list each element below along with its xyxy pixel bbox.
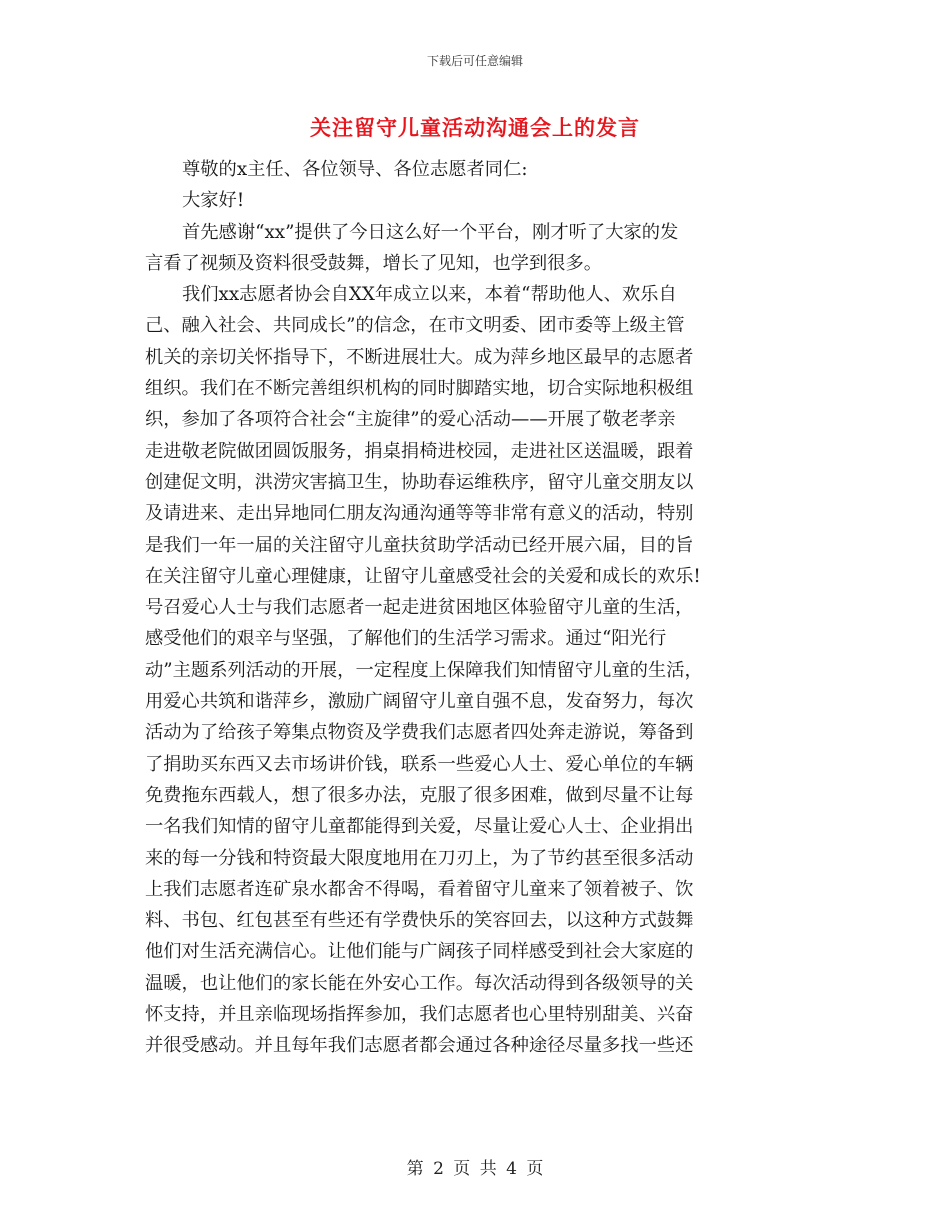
body-line: 机关的亲切关怀指导下，不断进展壮大。成为萍乡地区最早的志愿者 xyxy=(145,346,694,368)
body-line: 上我们志愿者连矿泉水都舍不得喝，看着留守儿童来了领着被子、饮 xyxy=(145,878,694,900)
body-line: 感受他们的艰辛与坚强，了解他们的生活学习需求。通过“阳光行 xyxy=(145,628,667,650)
body-line: 号召爱心人士与我们志愿者一起走进贫困地区体验留守儿童的生活， xyxy=(145,597,694,619)
body-line: 及请进来、走出异地同仁朋友沟通沟通等等非常有意义的活动，特别 xyxy=(145,503,694,525)
body-line: 织，参加了各项符合社会“主旋律”的爱心活动——开展了敬老孝亲 xyxy=(145,409,676,431)
document-title: 关注留守儿童活动沟通会上的发言 xyxy=(310,116,640,140)
body-line: 怀支持，并且亲临现场指挥参加，我们志愿者也心里特别甜美、兴奋 xyxy=(145,1004,694,1026)
body-line: 并很受感动。并且每年我们志愿者都会通过各种途径尽量多找一些还 xyxy=(145,1035,694,1057)
body-line: 动”主题系列活动的开展，一定程度上保障我们知情留守儿童的生活， xyxy=(145,659,703,681)
body-line: 组织。我们在不断完善组织机构的同时脚踏实地，切合实际地积极组 xyxy=(145,378,694,400)
page-header: 下载后可任意编辑 xyxy=(426,54,523,68)
body-line: 是我们一年一届的关注留守儿童扶贫助学活动已经开展六届，目的旨 xyxy=(145,534,694,556)
body-line: 来的每一分钱和特资最大限度地用在刀刃上，为了节约甚至很多活动 xyxy=(145,847,694,869)
body-line: 大家好! xyxy=(182,190,245,212)
body-line: 活动为了给孩子筹集点物资及学费我们志愿者四处奔走游说，筹备到 xyxy=(145,722,694,744)
body-line: 温暖，也让他们的家长能在外安心工作。每次活动得到各级领导的关 xyxy=(145,972,694,994)
body-line: 免费拖东西载人，想了很多办法，克服了很多困难，做到尽量不让每 xyxy=(145,784,694,806)
body-line: 在关注留守儿童心理健康，让留守儿童感受社会的关爱和成长的欢乐! xyxy=(145,565,701,587)
page-footer: 第 2 页 共 4 页 xyxy=(406,1159,544,1179)
body-line: 己、融入社会、共同成长”的信念，在市文明委、团市委等上级主管 xyxy=(145,315,685,337)
body-line: 尊敬的x主任、各位领导、各位志愿者同仁: xyxy=(182,159,528,180)
document-body xyxy=(145,154,807,1062)
body-line: 料、书包、红包甚至有些还有学费快乐的笑容回去，以这种方式鼓舞 xyxy=(145,910,694,932)
body-line: 了捐助买东西又去市场讲价钱，联系一些爱心人士、爱心单位的车辆 xyxy=(145,753,694,775)
body-line: 首先感谢“xx”提供了今日这么好一个平台，刚才听了大家的发 xyxy=(182,221,679,243)
body-line: 我们xx志愿者协会自XX年成立以来，本着“帮助他人、欢乐自 xyxy=(182,284,677,306)
body-line: 他们对生活充满信心。让他们能与广阔孩子同样感受到社会大家庭的 xyxy=(145,941,694,963)
body-line: 创建促文明，洪涝灾害搞卫生，协助春运维秩序，留守儿童交朋友以 xyxy=(145,471,694,493)
body-line: 言看了视频及资料很受鼓舞，增长了见知，也学到很多。 xyxy=(145,252,603,274)
body-line: 走进敬老院做团圆饭服务，捐桌捐椅进校园，走进社区送温暖，跟着 xyxy=(145,440,694,462)
body-line: 用爱心共筑和谐萍乡，激励广阔留守儿童自强不息，发奋努力，每次 xyxy=(145,691,694,713)
body-line: 一名我们知情的留守儿童都能得到关爱，尽量让爱心人士、企业捐出 xyxy=(145,816,694,838)
